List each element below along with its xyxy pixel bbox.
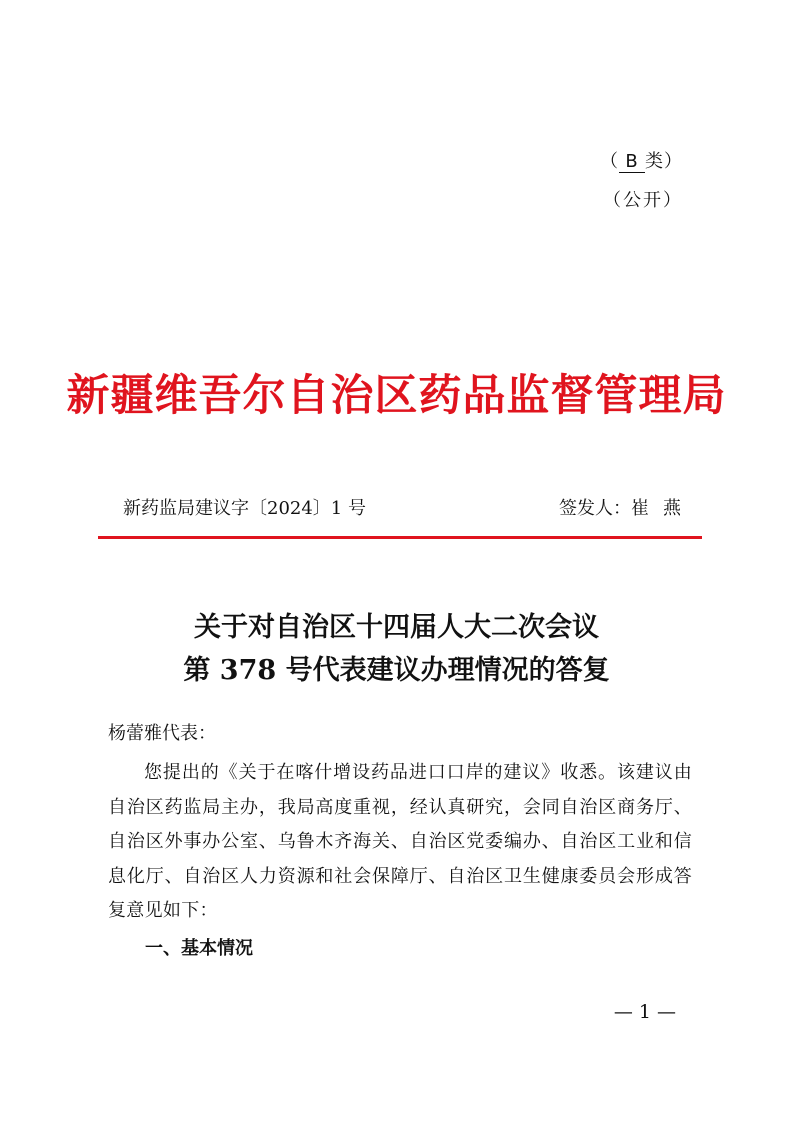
red-divider: [98, 536, 702, 539]
page-number: — 1 —: [613, 1001, 676, 1023]
category-close: 类）: [645, 151, 683, 172]
agency-name: 新疆维吾尔自治区药品监督管理局: [66, 371, 727, 421]
category-letter: B: [619, 152, 645, 173]
title-line-2: 第 378 号代表建议办理情况的答复: [183, 655, 610, 686]
document-category: [600, 147, 683, 173]
signer-name: 崔燕: [631, 498, 695, 519]
title-line-1: 关于对自治区十四届人大二次会议: [194, 612, 599, 643]
section-heading: 一、基本情况: [145, 938, 253, 959]
disclosure-status: （公开）: [603, 190, 683, 211]
category-open: （: [600, 151, 619, 172]
document-number: 新药监局建议字〔2024〕1 号: [123, 498, 366, 519]
salutation: 杨蕾雅代表：: [108, 723, 216, 744]
signer-label: 签发人：: [559, 498, 631, 519]
signer: [559, 494, 695, 520]
body-paragraph: 您提出的《关于在喀什增设药品进口口岸的建议》收悉。该建议由自治区药监局主办，我局高度重视，经认真研究，会同自治区商务厅、自治区外事办公室、乌鲁木齐海关、自治区党委编办、自治区工业和信息化厅、自治区人力资源和社会保障厅、自治区卫生健康委员会形成答复意见如下：: [108, 762, 692, 921]
